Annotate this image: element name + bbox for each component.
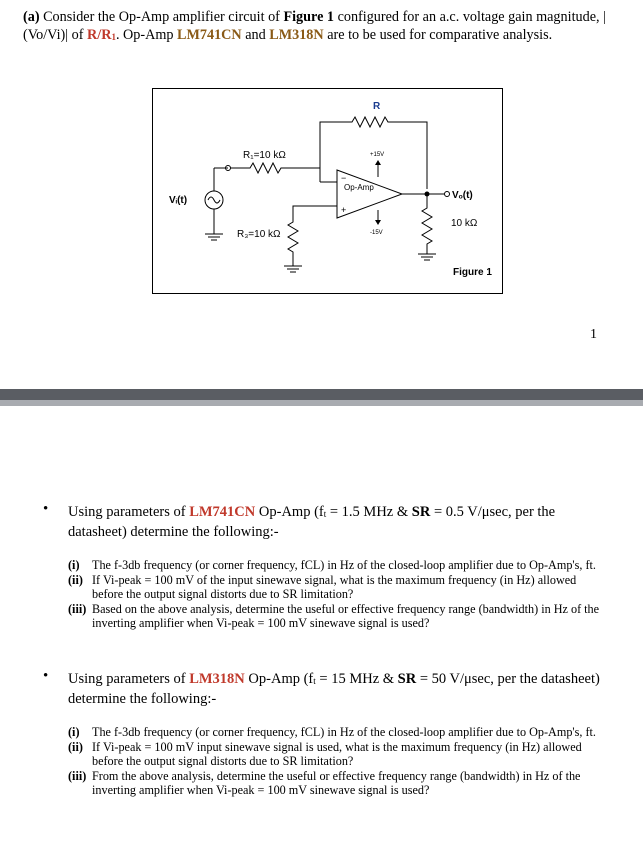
vneg-label: -15V (370, 230, 383, 236)
section1-items (68, 558, 603, 631)
section2-items (68, 725, 603, 798)
question-a (23, 8, 613, 46)
vi-label: Vᵢ(t) (169, 195, 188, 206)
load-resistor-label: 10 kΩ (451, 218, 478, 229)
list-item: (ii) If Vi-peak = 100 mV input sinewave signal is used, what is the maximum frequency (in Hz) allowed before the output signal distorts due to SR limitation? (68, 739, 582, 769)
vpos-arrow (375, 160, 381, 165)
feedback-resistor-label: R (373, 101, 381, 112)
page-divider (0, 389, 643, 400)
r3-resistor (288, 206, 320, 266)
list-item: (ii) If Vi-peak = 100 mV of the input sinewave signal, what is the maximum frequency (in Hz) allowed before the output signal distorts due to SR limitation? (68, 572, 577, 602)
question-text-5: are to be used for comparative analysis. (327, 27, 553, 43)
section2-intro: Using parameters of LM318N Op-Amp ($f_t = 15$ MHz & SR = 50 V/μsec, per the datasheet) determine the following:- (68, 671, 600, 707)
inverting-sign: − (341, 173, 347, 183)
vneg-arrow (375, 220, 381, 225)
page-divider-shadow (0, 400, 643, 406)
question-text-2: configured for an a.c. voltage gain magnitude, |(Vo/Vi)| of (23, 9, 606, 43)
figure-border (153, 89, 503, 294)
page-number: 1 (590, 327, 597, 342)
list-item: (iii) Based on the above analysis, determine the useful or effective frequency range (bandwidth) in Hz of the inverting amplifier when Vi-peak = 100 mV sinewave signal is used? (68, 601, 600, 631)
load-resistor (422, 194, 432, 254)
r1-resistor (230, 163, 320, 173)
vpos-label: +15V (370, 152, 385, 158)
bullet-2: • (43, 668, 49, 684)
amp-lm741cn: LM741CN (177, 27, 242, 43)
circuit-diagram (152, 88, 503, 294)
amp-lm318n: LM318N (269, 27, 324, 43)
list-item: (i) The f-3db frequency (or corner frequency, fCL) in Hz of the closed-loop amplifier due to Op-Amp's, ft. (68, 558, 596, 572)
question-text-3: . Op-Amp (115, 27, 174, 43)
list-item: (iii) From the above analysis, determine the useful or effective frequency range (bandwidth) in Hz of the inverting amplifier when Vi-peak = 100 mV sinewave signal is used? (68, 768, 581, 798)
question-label: (a) (23, 9, 40, 25)
section1-amp: LM741CN (189, 504, 256, 520)
noninverting-sign: + (341, 205, 347, 215)
bullet-1: • (43, 501, 49, 517)
circuit-figure (152, 88, 503, 294)
output-terminal (445, 192, 450, 197)
question-text-4: and (245, 27, 266, 43)
figure-reference: Figure 1 (283, 9, 335, 25)
opamp-triangle (337, 170, 402, 218)
section1-intro: Using parameters of LM741CN Op-Amp ($f_t = 1.5$ MHz & SR = 0.5 V/μsec, per the datasheet) determine the following:- (68, 504, 556, 540)
list-item: (i) The f-3db frequency (or corner frequency, fCL) in Hz of the closed-loop amplifier due to Op-Amp's, ft. (68, 725, 596, 739)
question-text-1: Consider the Op-Amp amplifier circuit of (43, 9, 280, 25)
figure-caption: Figure 1 (453, 267, 492, 278)
gain-ratio: $R/R_1$ (87, 27, 116, 43)
r1-label: R₁=10 kΩ (243, 150, 286, 161)
opamp-label: Op-Amp (344, 183, 374, 192)
section2-amp: LM318N (189, 671, 245, 687)
r3-label: R₃=10 kΩ (237, 229, 281, 240)
vo-label: Vₒ(t) (452, 190, 473, 201)
